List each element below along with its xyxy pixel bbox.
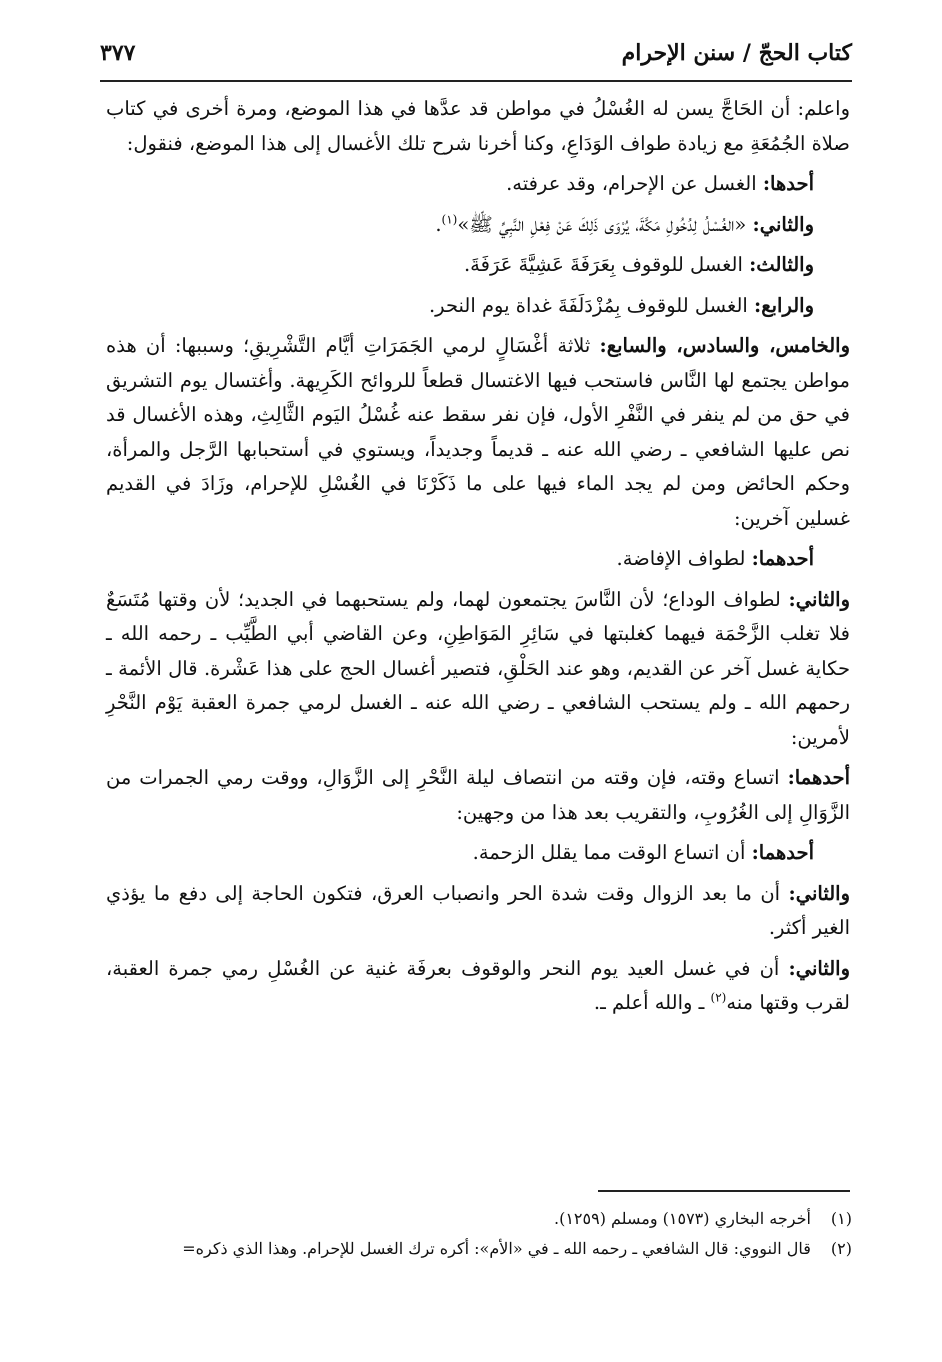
footnote bbox=[100, 1234, 852, 1264]
running-title: كتاب الحجّ / سنن الإحرام bbox=[621, 40, 852, 66]
paragraph-lead: والثاني: bbox=[788, 587, 850, 611]
paragraph-text: واعلم: أن الحَاجَّ يسن له الغُسْلُ في مواطن قد عدَّها في هذا الموضع، ومرة أخرى في كتاب صلاة الجُمُعَةِ مع زيادة طواف الوَدَاعِ، وكنا أخرنا شرح تلك الأغسال إلى هذا الموضع، فنقول: bbox=[106, 97, 850, 155]
page-number: ٣٧٧ bbox=[100, 40, 136, 66]
paragraph-tail: ـ والله أعلم ـ. bbox=[593, 991, 711, 1014]
paragraph-text: الغسل للوقوف بِمُزْدَلَفَةَ غداة يوم النحر. bbox=[428, 293, 748, 317]
paragraph-text: الغسل للوقوف بِعَرَفَةَ عَشِيَّةَ عَرَفَةَ. bbox=[463, 253, 743, 276]
footnote-ref: (٢) bbox=[710, 990, 727, 1005]
footnote-text: قال النووي: قال الشافعي ـ رحمه الله ـ في «الأم»: أكره ترك الغسل للإحرام. وهذا الذي ذكره= bbox=[182, 1239, 811, 1258]
footnote-text: أخرجه البخاري (١٥٧٣) ومسلم (١٢٥٩). bbox=[554, 1209, 811, 1228]
header-divider bbox=[100, 80, 852, 82]
paragraph-lead: والثاني: bbox=[788, 881, 850, 905]
main-text bbox=[106, 92, 850, 1027]
footnote-ref: (١) bbox=[441, 212, 458, 226]
paragraph-lead: أحدها: bbox=[762, 172, 814, 195]
paragraph-text: الغسل عن الإحرام، وقد عرفته. bbox=[506, 172, 757, 195]
paragraph-text: ثلاثة أغْسَالٍ لرمي الجَمَرَاتِ أيَّام التَّشْرِيقِ؛ وسببها: أن هذه مواطن يجتمع لها النَّاس فاستحب فيها الاغتسال قطعاً للروائح الكَرِيهة. وأغتسال يوم التشريق في حق من لم ينفر في النَّفْرِ الأول، فإن نفر سقط عنه غُسْلُ اليَوم الثَّالِثِ، وهذه الأغسال قد نص عليها الشافعي ـ رضي الله عنه ـ قديماً وجديداً، ويستوي في أستحبابها الرَّجل والمرأة، وحكم الحائض ومن لم يجد الماء فيها على ما ذَكَرْنَا في الغُسْلِ للإحرام، وزَادَ في القديم غسلين آخرين: bbox=[106, 334, 850, 530]
paragraph-text: أن ما بعد الزوال وقت شدة الحر وانصباب العرق، فتكون الحاجة إلى دفع ما يؤذي الغير أكثر. bbox=[106, 881, 850, 939]
paragraph-text: «الغُسْلُ لِدُخُولِ مَكَّةَ، يُرْوَى ذَلِكَ عَنْ فِعْلِ النَّبِيِّ ﷺ» bbox=[457, 212, 747, 236]
paragraph bbox=[106, 329, 850, 536]
paragraph-text: لطواف الوداع؛ لأن النَّاسَ يجتمعون لهما، ولم يستحبهما في الجديد؛ لأن وقتها مُتَسَعٌ فلا تغلب الزَّحْمَة فيهما كغلبتها في سَائِرِ المَوَاطِنِ، وعن القاضي أبي الطَّيِّب ـ رحمه الله ـ حكاية غسل آخر عن القديم، وهو عند الحَلْقِ، فتصير أغسال الحج على هذا عَشْرة. قال الأئمة ـ رحمهم الله ـ ولم يستحب الشافعي ـ رضي الله عنه ـ الغسل لرمي جمرة العقبة يَوْم النَّحْرِ لأمرين: bbox=[106, 587, 850, 749]
footnote-divider bbox=[598, 1190, 850, 1192]
paragraph-text: أن اتساع الوقت مما يقلل الزحمة. bbox=[472, 841, 746, 864]
paragraph bbox=[106, 289, 850, 324]
paragraph-lead: والرابع: bbox=[754, 293, 814, 317]
paragraph-lead: والخامس، والسادس، والسابع: bbox=[599, 334, 850, 357]
paragraph bbox=[106, 583, 850, 756]
paragraph-tail: . bbox=[435, 212, 442, 236]
footnote-number: (٢) bbox=[830, 1239, 852, 1258]
paragraph-lead: أحدهما: bbox=[751, 841, 814, 864]
paragraph-lead: والثاني: bbox=[788, 956, 850, 980]
paragraph-text: اتساع وقته، فإن وقته من انتصاف ليلة النَّحْرِ إلى الزَّوَالِ، ووقت رمي الجمرات من الزَّوَالِ إلى الغُرُوبِ، والتقريب بعد هذا من وجهين: bbox=[106, 766, 850, 824]
paragraph-lead: والثاني: bbox=[752, 212, 814, 236]
paragraph bbox=[106, 542, 850, 577]
footnote bbox=[100, 1204, 852, 1234]
paragraph bbox=[106, 248, 850, 283]
paragraph-lead: أحدهما: bbox=[751, 547, 814, 570]
footnotes bbox=[100, 1204, 852, 1264]
paragraph bbox=[106, 208, 850, 243]
paragraph-lead: أحدهما: bbox=[787, 766, 851, 789]
paragraph bbox=[106, 877, 850, 946]
footnote-number: (١) bbox=[830, 1209, 852, 1228]
paragraph bbox=[106, 836, 850, 871]
paragraph bbox=[106, 167, 850, 202]
page-header bbox=[100, 36, 852, 76]
paragraph-text: أن في غسل العيد يوم النحر والوقوف بعرفَة غنية عن الغُسْلِ رمي جمرة العقبة، لقرب وقتها منه bbox=[106, 956, 850, 1014]
paragraph bbox=[106, 92, 850, 161]
paragraph bbox=[106, 952, 850, 1021]
paragraph-text: لطواف الإفاضة. bbox=[616, 547, 746, 570]
paragraph-lead: والثالث: bbox=[749, 253, 814, 276]
paragraph bbox=[106, 761, 850, 830]
